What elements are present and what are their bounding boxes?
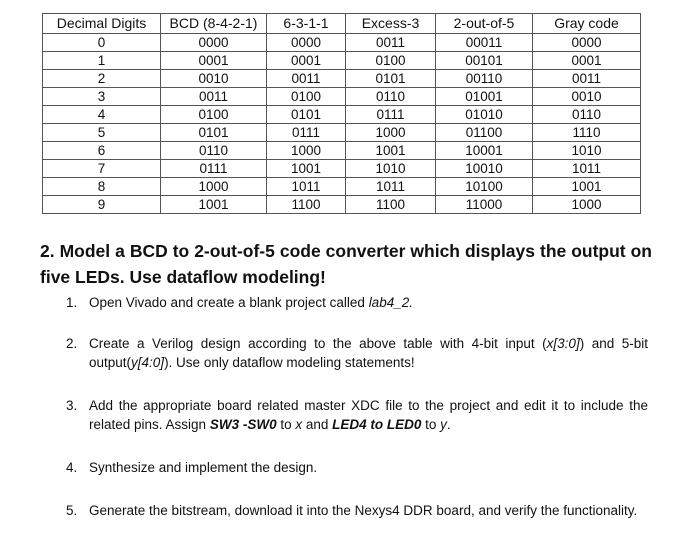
cell-2-out-of-5: 00011 (436, 34, 533, 52)
cell-bcd: 0001 (161, 52, 267, 70)
table-header-row (43, 14, 641, 34)
cell-decimal-digit: 1 (43, 52, 161, 70)
cell-decimal-digit: 7 (43, 160, 161, 178)
cell-2-out-of-5: 01010 (436, 106, 533, 124)
header-gray-code: Gray code (533, 14, 641, 34)
cell-gray-code: 0010 (533, 88, 641, 106)
cell-bcd: 0101 (161, 124, 267, 142)
step-text-run: Open Vivado and create a blank project called (89, 295, 369, 310)
cell-bcd: 0011 (161, 88, 267, 106)
header-excess-3: Excess-3 (346, 14, 436, 34)
header-2-out-of-5: 2-out-of-5 (436, 14, 533, 34)
cell-2-out-of-5: 01001 (436, 88, 533, 106)
step-text-run: ). Use only dataflow modeling statements! (164, 355, 415, 370)
cell-decimal-digit: 0 (43, 34, 161, 52)
step-text-run: y[4:0] (131, 355, 165, 370)
step-text (89, 501, 648, 520)
code-conversion-table (42, 13, 641, 214)
cell-excess-3: 0110 (346, 88, 436, 106)
step-text (89, 458, 648, 477)
cell-6311: 0111 (267, 124, 346, 142)
cell-bcd: 0110 (161, 142, 267, 160)
step-number: 3. (66, 398, 78, 413)
cell-decimal-digit: 2 (43, 70, 161, 88)
cell-2-out-of-5: 10100 (436, 178, 533, 196)
cell-gray-code: 0011 (533, 70, 641, 88)
step-text-run: Generate the bitstream, download it into the Nexys4 DDR board, and verify the functionality. (89, 503, 638, 518)
cell-6311: 0101 (267, 106, 346, 124)
table-row (43, 88, 641, 106)
cell-bcd: 0000 (161, 34, 267, 52)
header-6311: 6-3-1-1 (267, 14, 346, 34)
step-text-run: Add the appropriate board related master XDC file to the project and edit it to include the related pins. Assign (89, 398, 648, 432)
cell-decimal-digit: 8 (43, 178, 161, 196)
cell-excess-3: 1011 (346, 178, 436, 196)
cell-gray-code: 1011 (533, 160, 641, 178)
cell-excess-3: 0101 (346, 70, 436, 88)
cell-decimal-digit: 9 (43, 196, 161, 214)
step-text-run: . (446, 417, 451, 432)
cell-decimal-digit: 3 (43, 88, 161, 106)
cell-gray-code: 1010 (533, 142, 641, 160)
step-text-run: and (302, 417, 333, 432)
cell-excess-3: 1000 (346, 124, 436, 142)
cell-bcd: 0100 (161, 106, 267, 124)
header-bcd: BCD (8-4-2-1) (161, 14, 267, 34)
cell-gray-code: 1001 (533, 178, 641, 196)
step-text-run: Create a Verilog design according to the above table with 4-bit input ( (89, 336, 547, 351)
table-row (43, 178, 641, 196)
cell-6311: 0000 (267, 34, 346, 52)
cell-gray-code: 0000 (533, 34, 641, 52)
cell-2-out-of-5: 10010 (436, 160, 533, 178)
step-text-run: lab4_2. (368, 295, 413, 310)
table-row (43, 52, 641, 70)
step-number: 4. (66, 460, 78, 475)
step-text-run: to (276, 417, 296, 432)
cell-bcd: 1001 (161, 196, 267, 214)
cell-2-out-of-5: 00110 (436, 70, 533, 88)
step-text-run: to (421, 417, 441, 432)
cell-excess-3: 1100 (346, 196, 436, 214)
cell-6311: 1001 (267, 160, 346, 178)
cell-gray-code: 0110 (533, 106, 641, 124)
cell-bcd: 0111 (161, 160, 267, 178)
table-row (43, 34, 641, 52)
cell-bcd: 1000 (161, 178, 267, 196)
cell-6311: 0001 (267, 52, 346, 70)
cell-excess-3: 0011 (346, 34, 436, 52)
cell-excess-3: 0111 (346, 106, 436, 124)
cell-excess-3: 1010 (346, 160, 436, 178)
code-table-container (42, 13, 640, 214)
cell-decimal-digit: 5 (43, 124, 161, 142)
step-text (89, 293, 648, 312)
step-text-run: LED4 to LED0 (332, 417, 422, 432)
table-row (43, 142, 641, 160)
cell-decimal-digit: 6 (43, 142, 161, 160)
table-row (43, 70, 641, 88)
cell-excess-3: 0100 (346, 52, 436, 70)
task-title: 2. Model a BCD to 2-out-of-5 code converter which displays the output on five LEDs. Use dataflow modeling! (40, 241, 652, 287)
step-text-run: x (295, 417, 303, 432)
cell-2-out-of-5: 00101 (436, 52, 533, 70)
cell-gray-code: 1000 (533, 196, 641, 214)
step-number: 5. (66, 503, 78, 518)
cell-gray-code: 0001 (533, 52, 641, 70)
cell-6311: 0100 (267, 88, 346, 106)
table-row (43, 106, 641, 124)
cell-bcd: 0010 (161, 70, 267, 88)
cell-6311: 1100 (267, 196, 346, 214)
cell-6311: 1000 (267, 142, 346, 160)
step-number: 1. (66, 295, 78, 310)
table-row (43, 160, 641, 178)
cell-decimal-digit: 4 (43, 106, 161, 124)
cell-excess-3: 1001 (346, 142, 436, 160)
step-text-run: y (440, 417, 447, 432)
cell-gray-code: 1110 (533, 124, 641, 142)
step-text (89, 334, 648, 372)
table-row (43, 196, 641, 214)
header-decimal-digits: Decimal Digits (43, 14, 161, 34)
step-text (89, 396, 648, 434)
cell-2-out-of-5: 11000 (436, 196, 533, 214)
cell-6311: 0011 (267, 70, 346, 88)
cell-6311: 1011 (267, 178, 346, 196)
step-text-run: x[3:0] (546, 336, 580, 351)
cell-2-out-of-5: 01100 (436, 124, 533, 142)
step-text-run: SW3 -SW0 (209, 417, 277, 432)
table-row (43, 124, 641, 142)
cell-2-out-of-5: 10001 (436, 142, 533, 160)
step-number: 2. (66, 336, 78, 351)
step-text-run: ) and 5-bit output( (89, 336, 648, 370)
step-text-run: Synthesize and implement the design. (89, 460, 318, 475)
